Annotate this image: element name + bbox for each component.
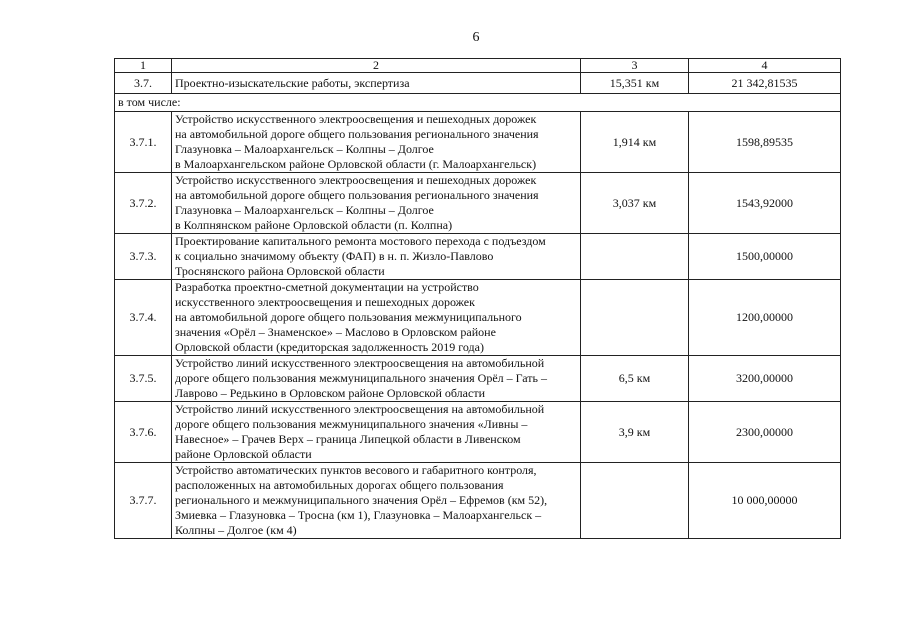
table-row (115, 112, 841, 173)
row-name (172, 463, 581, 539)
row-name-line: в Колпнянском районе Орловской области (п. Колпна) (175, 218, 453, 232)
row-name-line: Устройство искусственного электроосвещения и пешеходных дорожек (175, 173, 537, 187)
column-header-3: 3 (581, 59, 689, 73)
row-name-line: Устройство искусственного электроосвещения и пешеходных дорожек (175, 112, 537, 126)
row-number: 3.7.5. (115, 356, 172, 402)
row-name-line: расположенных на автомобильных дорогах общего пользования (175, 478, 504, 492)
row-length (581, 234, 689, 280)
table-row (115, 463, 841, 539)
table-row (115, 402, 841, 463)
row-name-line: Проектирование капитального ремонта мостового перехода с подъездом (175, 234, 546, 248)
row-number: 3.7. (115, 73, 172, 94)
row-number: 3.7.1. (115, 112, 172, 173)
row-amount: 1543,92000 (689, 173, 841, 234)
row-number: 3.7.4. (115, 280, 172, 356)
row-amount: 1598,89535 (689, 112, 841, 173)
column-header-4: 4 (689, 59, 841, 73)
row-name: Проектно-изыскательские работы, экспертиза (172, 73, 581, 94)
table-row (115, 280, 841, 356)
row-name-line: на автомобильной дороге общего пользования регионального значения (175, 127, 539, 141)
row-name (172, 280, 581, 356)
page-number: 6 (472, 30, 480, 45)
works-table (114, 58, 841, 539)
row-amount: 10 000,00000 (689, 463, 841, 539)
column-header-2: 2 (172, 59, 581, 73)
row-name-line: искусственного электроосвещения и пешеходных дорожек (175, 295, 475, 309)
row-length: 1,914 км (581, 112, 689, 173)
row-length: 3,9 км (581, 402, 689, 463)
column-header-1: 1 (115, 59, 172, 73)
row-name (172, 402, 581, 463)
row-amount: 21 342,81535 (689, 73, 841, 94)
row-amount: 1500,00000 (689, 234, 841, 280)
row-name-line: значения «Орёл – Знаменское» – Маслово в Орловском районе (175, 325, 496, 339)
row-name (172, 173, 581, 234)
row-name-line: Змиевка – Глазуновка – Тросна (км 1), Глазуновка – Малоархангельск – (175, 508, 542, 522)
row-name-line: Навесное» – Грачев Верх – граница Липецкой области в Ливенском (175, 432, 521, 446)
row-amount: 2300,00000 (689, 402, 841, 463)
header-row (115, 59, 841, 73)
row-name-line: Устройство автоматических пунктов весового и габаритного контроля, (175, 463, 537, 477)
including-label: в том числе: (115, 94, 841, 112)
row-length: 3,037 км (581, 173, 689, 234)
row-length (581, 463, 689, 539)
row-name-line: Орловской области (кредиторская задолженность 2019 года) (175, 340, 484, 354)
row-name (172, 356, 581, 402)
row-length: 15,351 км (581, 73, 689, 94)
row-name-line: районе Орловской области (175, 447, 312, 461)
row-number: 3.7.7. (115, 463, 172, 539)
row-name-line: на автомобильной дороге общего пользования регионального значения (175, 188, 539, 202)
row-name-line: к социально значимому объекту (ФАП) в н. п. Жизло-Павлово (175, 249, 494, 263)
table-row (115, 173, 841, 234)
table-row (115, 356, 841, 402)
row-length: 6,5 км (581, 356, 689, 402)
row-name (172, 234, 581, 280)
row-name-line: Устройство линий искусственного электроосвещения на автомобильной (175, 356, 545, 370)
row-name-line: Колпны – Долгое (км 4) (175, 523, 297, 537)
row-amount: 1200,00000 (689, 280, 841, 356)
row-name-line: регионального и межмуниципального значения Орёл – Ефремов (км 52), (175, 493, 548, 507)
row-name-line: на автомобильной дороге общего пользования межмуниципального (175, 310, 522, 324)
table-row (115, 234, 841, 280)
row-name-line: дороге общего пользования межмуниципального значения Орёл – Гать – (175, 371, 548, 385)
row-name-line: Лаврово – Редькино в Орловском районе Орловской области (175, 386, 485, 400)
row-name (172, 112, 581, 173)
row-length (581, 280, 689, 356)
row-name-line: Разработка проектно-сметной документации на устройство (175, 280, 479, 294)
row-name-line: Глазуновка – Малоархангельск – Колпны – Долгое (175, 142, 434, 156)
row-amount: 3200,00000 (689, 356, 841, 402)
row-number: 3.7.2. (115, 173, 172, 234)
row-number: 3.7.3. (115, 234, 172, 280)
row-name-line: Устройство линий искусственного электроосвещения на автомобильной (175, 402, 545, 416)
row-number: 3.7.6. (115, 402, 172, 463)
row-name-line: Троснянского района Орловской области (175, 264, 385, 278)
table-row-main (115, 73, 841, 94)
including-row (115, 94, 841, 112)
row-name-line: Глазуновка – Малоархангельск – Колпны – Долгое (175, 203, 434, 217)
row-name-line: в Малоархангельском районе Орловской области (г. Малоархангельск) (175, 157, 537, 171)
row-name-line: дороге общего пользования межмуниципального значения «Ливны – (175, 417, 528, 431)
